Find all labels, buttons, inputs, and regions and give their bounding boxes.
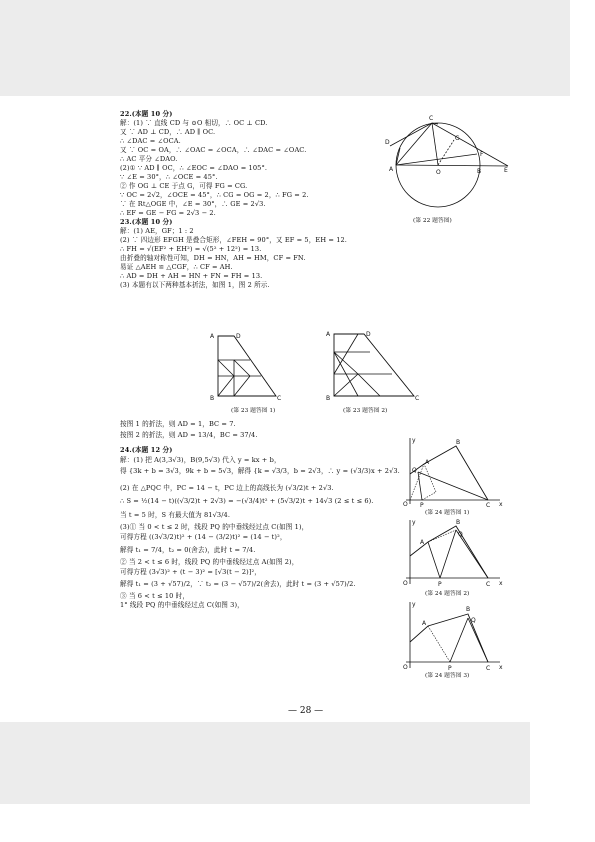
figure-23-fold-1 <box>206 330 288 402</box>
caption-fig23-2: (第 23 题答图 2) <box>343 408 388 414</box>
solution-line: 解得 t₁ = (3 + √57)/2，∵ t₂ = (3 − √57)/2(舍去)，此时 t = (3 + √57)/2. <box>120 580 356 588</box>
solution-line: ∴ FH = √(EF² + EH²) = √(5² + 12²) = 13. <box>120 245 262 253</box>
solution-line: 解得 t₁ = 7/4，t₂ = 0(舍去)，此时 t = 7/4. <box>120 546 256 554</box>
fig24c-label: y <box>412 601 416 608</box>
bottom-gray-band <box>0 722 530 804</box>
fig24c-label: B <box>466 606 471 613</box>
fig24c-label: O <box>403 664 408 670</box>
figure-24-graph-2 <box>396 516 506 588</box>
solution-line: 解：(1) ∵ 直线 CD 与 ⊙O 相切，∴ OC ⊥ CD. <box>120 119 268 127</box>
fig22-label: G <box>455 135 460 142</box>
fig24b-label: C <box>486 581 491 588</box>
fig24c-label: x <box>499 664 503 670</box>
problem-heading: 23.(本题 10 分) <box>120 218 173 226</box>
solution-line: ∵ ∠E = 30°，∴ ∠OCE = 45°. <box>120 173 218 181</box>
solution-line: 1° 线段 PQ 的中垂线经过点 C(如图 3)， <box>120 601 244 609</box>
fig23b-label: B <box>326 395 331 402</box>
solution-line: 又 ∵ AD ⊥ CD，∴ AD ∥ OC. <box>120 128 216 136</box>
fig23b-label: A <box>326 331 331 338</box>
solution-line: 当 t = 5 时，S 有最大值为 81√3/4. <box>120 511 231 519</box>
fig24b-label: y <box>412 519 416 526</box>
fig24a-label: x <box>499 501 503 508</box>
fig24b-label: x <box>499 580 503 587</box>
fig22-label: C <box>429 115 434 122</box>
solution-line: 易证 △AEH ≌ △CGF，∴ CF = AH. <box>120 263 233 271</box>
fig24b-label: O <box>403 580 408 587</box>
solution-line: 可得方程 ((3√3/2)t)² + (14 − (3/2)t)² = (14 − t)²， <box>120 533 287 541</box>
solution-line: (2)① ∵ AD ∥ OC，∴ ∠EOC = ∠DAO = 105°. <box>120 164 268 172</box>
fig22-label: B <box>477 168 482 175</box>
fig22-label: D <box>385 139 390 146</box>
solution-line: 可得方程 (3√3)² + (t − 3)² = [√3(t − 2)]²， <box>120 568 261 576</box>
caption-fig24-1: (第 24 题答图 1) <box>425 510 470 516</box>
solution-line: ② 当 2 < t ≤ 6 时，线段 PQ 的中垂线经过点 A(如图 2)， <box>120 558 299 566</box>
solution-line: 由折叠的轴对称性可知，DH = HN，AH = HM，CF = FN. <box>120 254 306 262</box>
solution-line: 按图 1 的折法，则 AD = 1，BC = 7. <box>120 420 236 428</box>
solution-line: 解：(1) AE，GF；1 : 2 <box>120 227 194 235</box>
fig24a-label: Q <box>412 467 417 474</box>
fig24a-label: O <box>403 501 408 508</box>
solution-line: 解：(1) 把 A(3,3√3)，B(9,5√3) 代入 y = kx + b， <box>120 456 281 464</box>
fig24b-label: A <box>420 539 425 546</box>
figure-22-circle-tangent <box>372 114 512 212</box>
solution-line: ② 作 OG ⊥ CE 于点 G，可得 FG = CG. <box>120 182 248 190</box>
solution-line: ∴ EF = GE − FG = 2√3 − 2. <box>120 209 216 217</box>
fig22-label: E <box>504 167 508 174</box>
fig24c-label: A <box>422 620 427 627</box>
solution-line: ∵ OC = 2√2，∠OCE = 45°，∴ CG = OG = 2，∴ FG = 2. <box>120 191 309 199</box>
caption-fig24-2: (第 24 题答图 2) <box>425 591 470 597</box>
caption-fig23-1: (第 23 题答图 1) <box>231 408 276 414</box>
fig24c-label: P <box>448 665 452 670</box>
fig23a-label: C <box>277 395 282 402</box>
solution-line: 按图 2 的折法，则 AD = 13/4，BC = 37/4. <box>120 431 258 439</box>
fig23a-label: B <box>210 395 215 402</box>
fig24c-label: Q <box>471 617 476 624</box>
solution-line: ∴ AC 平分 ∠DAO. <box>120 155 178 163</box>
figure-24-graph-1 <box>396 434 506 508</box>
solution-line: (3) 本题有以下两种基本折法，如图 1，图 2 所示. <box>120 281 270 289</box>
solution-line: ∴ AD = DH + AH = HN + FN = FH = 13. <box>120 272 263 280</box>
fig22-label: O <box>436 169 441 176</box>
solution-line: (2) 在 △PQC 中，PC = 14 − t，PC 边上的高线长为 (√3/2)t + 2√3. <box>120 484 334 492</box>
fig24a-label: B <box>456 439 461 446</box>
fig22-label: F <box>480 151 484 158</box>
problem-heading: 24.(本题 12 分) <box>120 446 173 454</box>
solution-line: (3)① 当 0 < t ≤ 2 时，线段 PQ 的中垂线经过点 C(如图 1)， <box>120 523 309 531</box>
fig24a-label: C <box>486 502 491 508</box>
fig23b-label: D <box>366 331 371 338</box>
solution-line: ③ 当 6 < t ≤ 10 时， <box>120 592 190 600</box>
solution-line: 得 {3k + b = 3√3，9k + b = 5√3，解得 {k = √3/3，b = 2√3，∴ y = (√3/3)x + 2√3. <box>120 467 400 475</box>
caption-fig22: (第 22 题答图) <box>413 218 452 224</box>
fig24b-label: B <box>456 519 461 526</box>
fig24a-label: y <box>412 437 416 444</box>
fig24a-label: A <box>425 459 430 466</box>
fig24c-label: C <box>486 665 491 670</box>
fig22-label: A <box>389 166 394 173</box>
solution-line: (2) ∵ 四边形 EFGH 是叠合矩形，∠FEH = 90°，又 EF = 5，EH = 12. <box>120 236 347 244</box>
fig23b-label: C <box>415 395 420 402</box>
problem-heading: 22.(本题 10 分) <box>120 110 173 118</box>
fig24b-label: Q <box>458 531 463 538</box>
fig23a-label: A <box>210 333 215 340</box>
caption-fig24-3: (第 24 题答图 3) <box>425 673 470 679</box>
solution-line: ∴ ∠DAC = ∠OCA. <box>120 137 181 145</box>
fig23a-label: D <box>236 333 241 340</box>
figure-23-fold-2 <box>320 326 420 402</box>
solution-line: ∴ S = ½(14 − t)((√3/2)t + 2√3) = −(√3/4)t² + (5√3/2)t + 14√3 (2 ≤ t ≤ 6). <box>120 497 374 505</box>
fig24a-label: P <box>420 502 424 508</box>
solution-line: ∵ 在 Rt△OGE 中，∠E = 30°，∴ GE = 2√3. <box>120 200 266 208</box>
solution-line: 又 ∵ OC = OA，∴ ∠OAC = ∠OCA，∴ ∠DAC = ∠OAC. <box>120 146 307 154</box>
page-number: — 28 — <box>288 706 324 716</box>
fig24b-label: P <box>438 581 442 588</box>
top-gray-band <box>0 0 570 96</box>
figure-24-graph-3 <box>396 598 506 670</box>
